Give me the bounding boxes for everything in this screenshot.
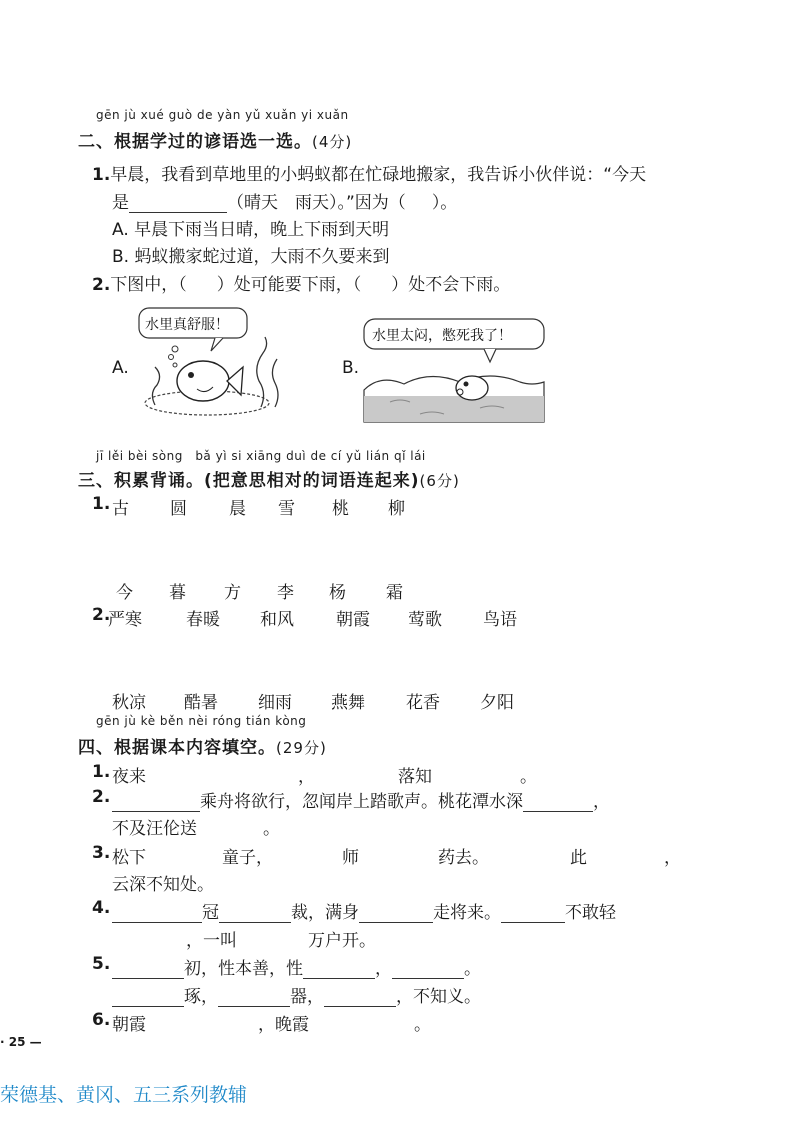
s3-q2-top-word[interactable]: 春暖 <box>186 610 220 630</box>
picture-a-bubble-tail <box>211 338 223 351</box>
s2-q1-blank1[interactable] <box>129 194 227 213</box>
s4-q5-number: 5. <box>92 954 111 974</box>
section4-title: 四、根据课本内容填空。 <box>78 738 276 758</box>
section2-pinyin: gēn jù xué guò de yàn yǔ xuǎn yi xuǎn <box>96 108 349 122</box>
section2-heading <box>78 127 352 152</box>
s3-q2-top-word[interactable]: 朝霞 <box>336 610 370 630</box>
s4-q6-blank1[interactable] <box>152 1014 252 1032</box>
s4-q2-text-c: 不及汪伦送 <box>112 819 197 839</box>
s2-q1-number: 1. <box>92 165 111 185</box>
picture-a-fish-in-water <box>135 305 290 420</box>
page-number: · 25 — <box>0 1035 42 1049</box>
s4-q2-line1 <box>112 787 610 812</box>
s4-q4-text-c: 走将来。 <box>433 903 501 923</box>
s3-q2-bottom-word[interactable]: 细雨 <box>258 693 292 713</box>
picture-a-bubble-text: 水里真舒服！ <box>145 317 229 333</box>
s3-q1-top-word[interactable]: 桃 <box>332 499 349 519</box>
s4-q5-text-a: 初，性本善，性 <box>184 959 303 979</box>
s4-q5-blank6[interactable] <box>324 988 396 1007</box>
fish-eye <box>464 382 469 387</box>
section3-score: (6分) <box>419 472 460 490</box>
s4-q5-text-e: 器， <box>290 987 324 1007</box>
s4-q3-d: 药去。 <box>438 848 489 868</box>
s3-q2-bottom-word[interactable]: 燕舞 <box>331 693 365 713</box>
s2-option-b: B. 蚂蚁搬家蛇过道，大雨不久要来到 <box>112 247 390 267</box>
s4-q5-text-c: 。 <box>464 959 481 979</box>
s3-q1-top-word[interactable]: 古 <box>112 499 129 519</box>
s2-q1-line1 <box>92 160 646 185</box>
s3-q2-bottom-word[interactable]: 花香 <box>406 693 440 713</box>
s4-q6-a: 朝霞 <box>112 1015 146 1035</box>
s4-q3-e: 此 <box>570 848 587 868</box>
picture-a-label: A. <box>112 358 129 378</box>
s3-q2-top-word[interactable]: 严寒 <box>108 610 142 630</box>
section4-heading <box>78 733 327 758</box>
s4-q5-text-d: 琢， <box>184 987 218 1007</box>
s4-q1-number: 1. <box>92 762 111 782</box>
s4-q1-d: 。 <box>520 767 537 787</box>
s4-q4-text-a: 冠 <box>202 903 219 923</box>
s3-q2-bottom-word[interactable]: 秋凉 <box>112 693 146 713</box>
s4-q4-blank1[interactable] <box>112 904 202 923</box>
fish-head <box>456 376 488 400</box>
s4-q1-b: ， <box>298 767 315 787</box>
footer-publisher: 荣德基、黄冈、五三系列教辅 <box>0 1084 248 1106</box>
s4-q5-blank3[interactable] <box>392 960 464 979</box>
picture-b-water <box>364 396 544 422</box>
s4-q4-number: 4. <box>92 898 111 918</box>
s2-q2-text-c: ）处不会下雨。 <box>391 275 511 295</box>
section3-heading <box>78 466 460 491</box>
s4-q6-blank2[interactable] <box>310 1014 410 1032</box>
s4-q6-c: 。 <box>414 1015 431 1035</box>
s3-q1-number: 1. <box>92 494 111 514</box>
s3-q1-top-word[interactable]: 晨 <box>229 499 246 519</box>
s3-q1-bottom-word[interactable]: 霜 <box>386 583 403 603</box>
seaweed-left <box>152 367 159 405</box>
s2-q1-text-c: ）。 <box>431 193 458 213</box>
picture-b-label: B. <box>342 358 360 378</box>
s4-q1-blank1[interactable] <box>152 766 292 784</box>
s4-q2-blank1[interactable] <box>112 793 200 812</box>
section3-title: 三、积累背诵。(把意思相对的词语连起来) <box>78 471 420 491</box>
page-number-value: 25 <box>8 1035 26 1049</box>
picture-b-bubble-text: 水里太闷，憋死我了！ <box>372 328 512 344</box>
s3-q1-bottom-word[interactable]: 方 <box>224 583 241 603</box>
s2-q1-text-a: 是 <box>112 193 129 213</box>
s4-q2-text-d: 。 <box>263 819 280 839</box>
s3-q1-bottom-word[interactable]: 今 <box>116 583 133 603</box>
s4-q4-line1 <box>112 898 616 923</box>
seaweed-right-2 <box>272 359 278 407</box>
s4-q1-blank2[interactable] <box>438 766 518 784</box>
s4-q5-blank1[interactable] <box>112 960 184 979</box>
section4-pinyin: gēn jù kè běn nèi róng tián kòng <box>96 714 307 728</box>
s2-q1-text: 早晨，我看到草地里的小蚂蚁都在忙碌地搬家，我告诉小伙伴说：“今天 <box>110 165 647 185</box>
s2-option-a: A. 早晨下雨当日晴，晚上下雨到天明 <box>112 220 390 240</box>
fish-tail <box>227 367 243 395</box>
s4-q5-blank2[interactable] <box>303 960 375 979</box>
s4-q3-b: 童子， <box>222 848 273 868</box>
s4-q6-b: ，晚霞 <box>258 1015 309 1035</box>
s4-q2-blank2[interactable] <box>523 793 593 812</box>
s3-q1-top-word[interactable]: 雪 <box>278 499 295 519</box>
s4-q4-blank4[interactable] <box>501 904 565 923</box>
s4-q1-c: 落知 <box>398 767 432 787</box>
s3-q1-bottom-word[interactable]: 杨 <box>329 583 346 603</box>
s4-q3-a: 松下 <box>112 848 146 868</box>
s4-q5-line2 <box>112 982 481 1007</box>
s4-q3-g: 云深不知处。 <box>112 875 214 895</box>
s2-q2-text-a: 下图中，（ <box>110 275 187 295</box>
s4-q2-text-b: ， <box>593 792 610 812</box>
section3-pinyin: jī lěi bèi sòng bǎ yì si xiāng duì de cí yǔ lián qǐ lái <box>96 449 426 463</box>
s3-q1-top-word[interactable]: 柳 <box>388 499 405 519</box>
s4-q2-text-a: 乘舟将欲行，忽闻岸上踏歌声。桃花潭水深 <box>200 792 523 812</box>
s2-q2-line <box>92 270 510 295</box>
s3-q2-top-word[interactable]: 鸟语 <box>483 610 517 630</box>
s2-q1-line2 <box>112 188 457 213</box>
fish-eye <box>188 372 194 378</box>
s4-q5-line1 <box>112 954 481 979</box>
section4-score: (29分) <box>276 739 327 757</box>
s4-q3-f: ， <box>664 848 681 868</box>
s2-q2-number: 2. <box>92 275 111 295</box>
s2-q1-text-b: （晴天 雨天）。”因为（ <box>227 193 406 213</box>
s4-q4-text-b: 裁，满身 <box>291 903 359 923</box>
s4-q5-blank5[interactable] <box>218 988 290 1007</box>
s4-q5-text-f: ，不知义。 <box>396 987 481 1007</box>
s4-q4-blank3[interactable] <box>359 904 433 923</box>
s3-q1-bottom-word[interactable]: 李 <box>277 583 294 603</box>
s4-q6-number: 6. <box>92 1010 111 1030</box>
s4-q4-blank2[interactable] <box>219 904 291 923</box>
picture-b-fish-on-surface <box>360 312 548 424</box>
s4-q3-c: 师 <box>342 848 359 868</box>
s2-q2-text-b: ）处可能要下雨，（ <box>216 275 362 295</box>
s3-q2-number: 2. <box>92 605 111 625</box>
s4-q3-number: 3. <box>92 843 111 863</box>
fish-body <box>177 361 229 401</box>
s4-q5-blank4[interactable] <box>112 988 184 1007</box>
s4-q4-text-d: 不敢轻 <box>565 903 616 923</box>
s3-q1-top-word[interactable]: 圆 <box>170 499 187 519</box>
s4-q1-a: 夜来 <box>112 767 146 787</box>
s3-q2-top-word[interactable]: 和风 <box>260 610 294 630</box>
s4-q2-number: 2. <box>92 787 111 807</box>
s4-q4-f: 万户开。 <box>308 931 376 951</box>
section2-title: 二、根据学过的谚语选一选。 <box>78 132 312 152</box>
s4-q5-text-b: ， <box>375 959 392 979</box>
s3-q2-bottom-word[interactable]: 夕阳 <box>480 693 514 713</box>
s4-q2-line2 <box>112 814 280 839</box>
s3-q2-bottom-word[interactable]: 酷暑 <box>184 693 218 713</box>
s3-q1-bottom-word[interactable]: 暮 <box>169 583 186 603</box>
s3-q2-top-word[interactable]: 莺歌 <box>408 610 442 630</box>
section2-score: (4分) <box>312 133 353 151</box>
s4-q4-e: ，一叫 <box>186 931 237 951</box>
